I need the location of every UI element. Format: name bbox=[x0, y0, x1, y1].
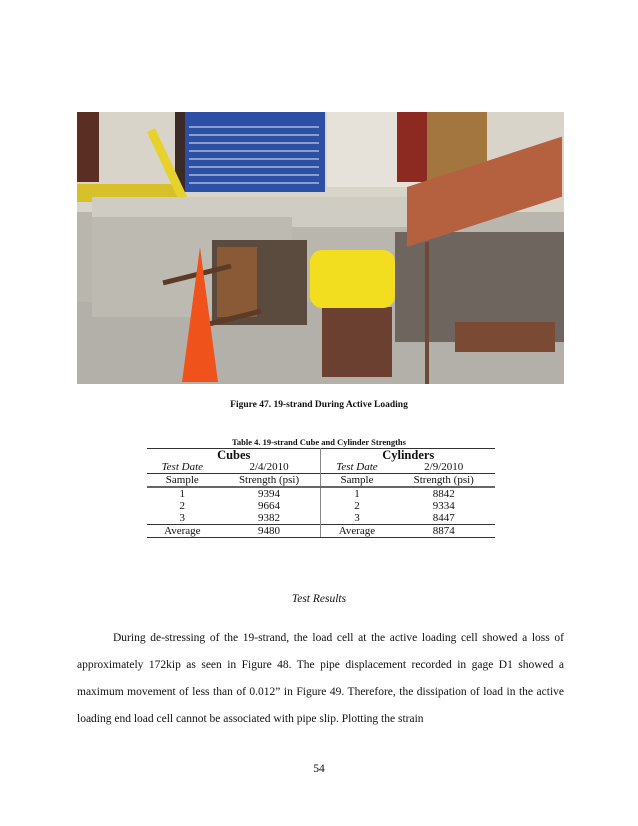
cubes-date: 2/4/2010 bbox=[218, 461, 321, 474]
group-cylinders-header: Cylinders bbox=[321, 449, 495, 462]
photo-red-cabinet bbox=[397, 112, 427, 182]
table-row bbox=[147, 512, 495, 525]
photo-vertical-pipe bbox=[425, 242, 429, 384]
photo-traffic-cone bbox=[182, 247, 218, 382]
cubes-sample: 2 bbox=[179, 500, 186, 512]
body-paragraph: During de-stressing of the 19-strand, the load cell at the active loading cell showed a loss of approximately 172kip as seen in Figure 48. The pipe displacement recorded in gage D1 showed a maximum movement of less than of 0.012” in Figure 49. Therefore, the dissipation of load in the active loading end load cell cannot be associated with pipe slip. Plotting the strain bbox=[77, 632, 564, 725]
cylinders-date: 2/9/2010 bbox=[424, 461, 464, 473]
photo-cabinet-drawers bbox=[189, 120, 319, 185]
cubes-strength: 9394 bbox=[218, 487, 321, 500]
table-average-row bbox=[147, 525, 495, 538]
photo-door bbox=[77, 112, 99, 182]
figure-caption: Figure 47. 19-strand During Active Loading bbox=[230, 400, 408, 410]
table-column-header-row bbox=[147, 474, 495, 488]
cylinders-sample: 3 bbox=[354, 512, 360, 524]
page-number: 54 bbox=[313, 763, 325, 775]
cylinders-sample: 2 bbox=[354, 500, 360, 512]
cylinders-strength: 8447 bbox=[432, 512, 455, 524]
cylinders-sample: 1 bbox=[354, 488, 360, 500]
cylinders-average: 8874 bbox=[392, 525, 495, 538]
table-row bbox=[147, 487, 495, 500]
photo-end-plate-rust bbox=[217, 247, 257, 317]
cubes-col-sample: Sample bbox=[147, 474, 218, 488]
table-row bbox=[147, 500, 495, 512]
photo-steel-base bbox=[455, 322, 555, 352]
table-date-row bbox=[147, 461, 495, 474]
cubes-average-label: Average bbox=[147, 525, 218, 538]
cubes-date-label: Test Date bbox=[161, 461, 204, 473]
cylinders-average-label: Average bbox=[321, 525, 392, 538]
cylinders-strength: 8842 bbox=[432, 488, 455, 500]
cubes-strength: 9382 bbox=[218, 512, 321, 525]
cylinders-col-sample: Sample bbox=[321, 474, 392, 488]
table-caption: Table 4. 19-strand Cube and Cylinder Strengths bbox=[232, 437, 406, 447]
strength-table bbox=[147, 448, 495, 538]
cylinders-date-label: Test Date bbox=[336, 461, 378, 473]
cylinders-strength: 9334 bbox=[432, 500, 455, 512]
table-group-header-row bbox=[147, 449, 495, 462]
cubes-col-strength: Strength (psi) bbox=[218, 474, 321, 488]
cubes-strength: 9664 bbox=[218, 500, 321, 512]
cylinders-col-strength: Strength (psi) bbox=[392, 474, 495, 488]
cubes-sample: 1 bbox=[179, 488, 186, 500]
cubes-average: 9480 bbox=[218, 525, 321, 538]
section-heading: Test Results bbox=[291, 593, 347, 605]
photo-hydraulic-jack bbox=[310, 250, 395, 308]
group-cubes-header: Cubes bbox=[147, 449, 321, 462]
photo-jack-support bbox=[322, 307, 392, 377]
figure-photo bbox=[77, 112, 564, 384]
cubes-sample: 3 bbox=[179, 512, 186, 524]
